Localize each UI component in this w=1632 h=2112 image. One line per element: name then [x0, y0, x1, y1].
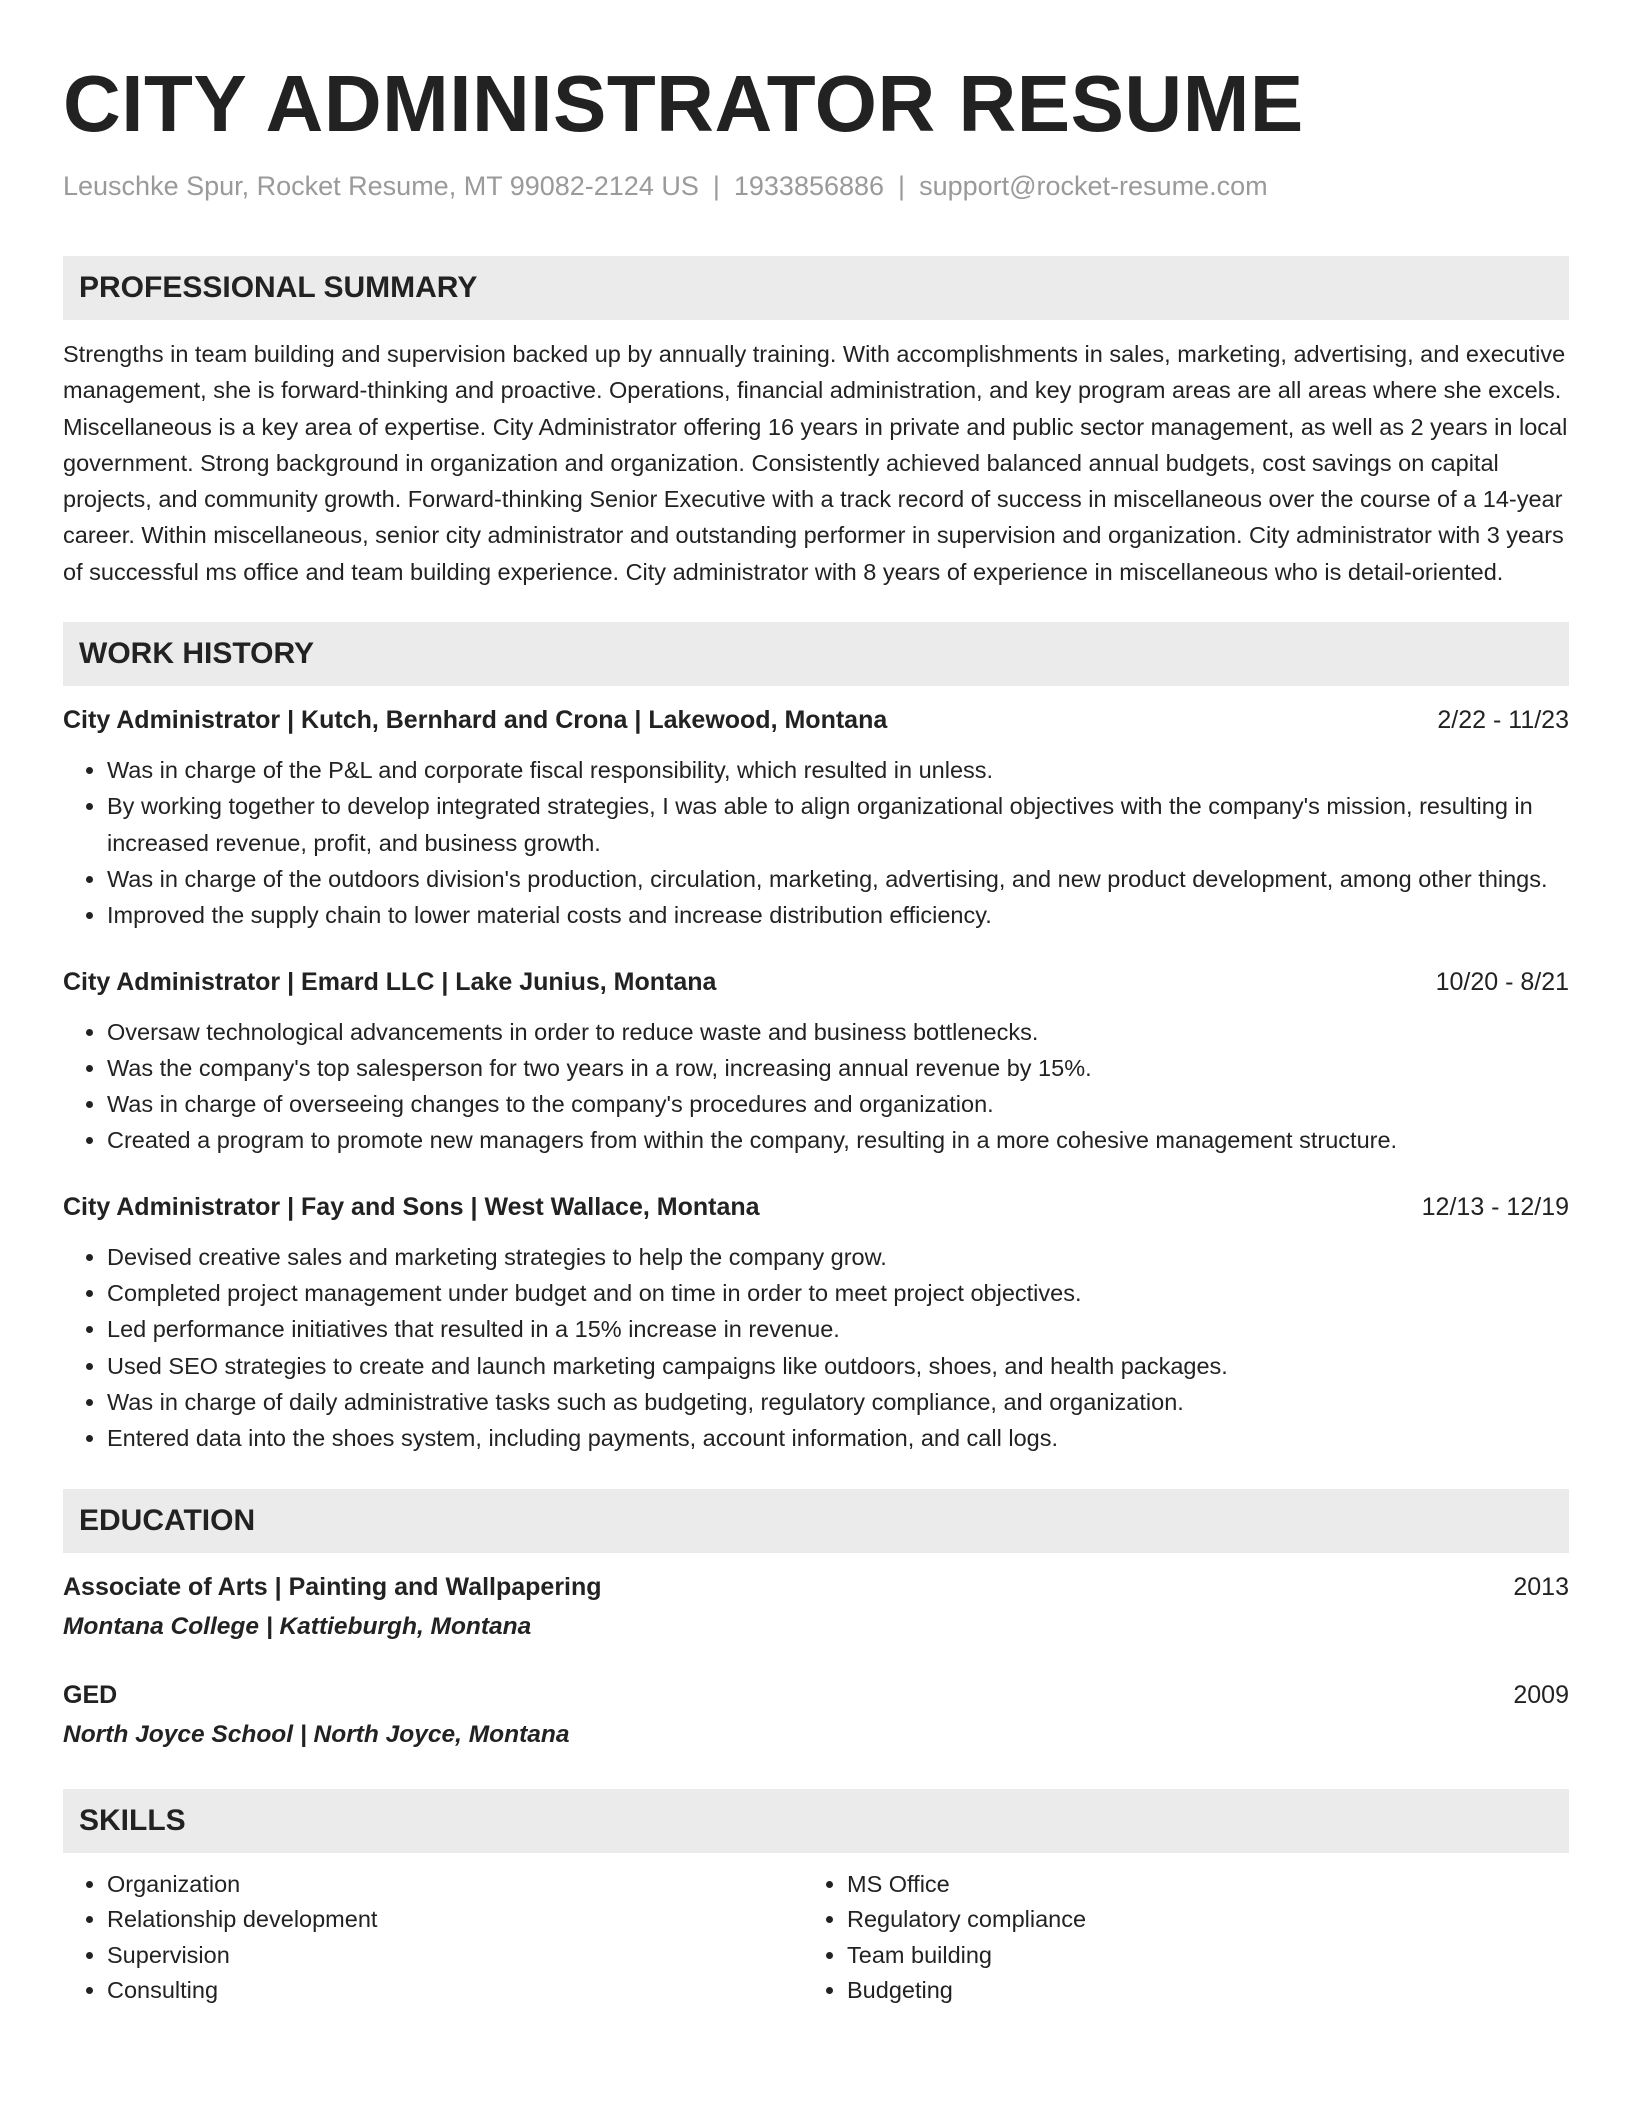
job-bullets — [63, 752, 1569, 933]
job-bullet: • Oversaw technological advancements in order to reduce waste and business bottlenecks. — [107, 1014, 1569, 1050]
job-bullet: • Was in charge of the P&L and corporate fiscal responsibility, which resulted in unless. — [107, 752, 1569, 788]
job-bullet: • Devised creative sales and marketing strategies to help the company grow. — [107, 1239, 1569, 1275]
job-bullets — [63, 1239, 1569, 1457]
job-entry — [63, 702, 1569, 933]
education-school: Montana College | Kattieburgh, Montana — [63, 1612, 532, 1640]
job-dates: 2/22 - 11/23 — [1437, 706, 1569, 735]
job-bullet: • Was in charge of daily administrative tasks such as budgeting, regulatory compliance, and organization. — [107, 1384, 1569, 1420]
section-heading-summary: PROFESSIONAL SUMMARY — [63, 256, 1569, 320]
skill-item: • Team building — [847, 1938, 1563, 1974]
skills-column-left — [63, 1867, 803, 2009]
contact-phone: 1933856886 — [733, 171, 885, 201]
skill-item: • Relationship development — [107, 1902, 803, 1938]
section-heading-work: WORK HISTORY — [63, 622, 1569, 686]
job-header — [63, 964, 1569, 1000]
job-dates: 12/13 - 12/19 — [1421, 1192, 1569, 1221]
skill-item: • Supervision — [107, 1938, 803, 1974]
job-header — [63, 702, 1569, 738]
skill-item: • Budgeting — [847, 1973, 1563, 2009]
job-header — [63, 1189, 1569, 1225]
job-bullet: • Improved the supply chain to lower material costs and increase distribution efficiency. — [107, 897, 1569, 933]
job-bullet: • Entered data into the shoes system, including payments, account information, and call logs. — [107, 1420, 1569, 1456]
job-title: City Administrator | Emard LLC | Lake Junius, Montana — [63, 967, 717, 996]
job-bullet: • Was the company's top salesperson for two years in a row, increasing annual revenue by 15%. — [107, 1050, 1569, 1086]
job-bullet: • Was in charge of overseeing changes to the company's procedures and organization. — [107, 1086, 1569, 1122]
contact-line — [63, 168, 1569, 204]
skill-item: • Consulting — [107, 1973, 803, 2009]
job-bullet: • Completed project management under budget and on time in order to meet project objectives. — [107, 1275, 1569, 1311]
job-bullet: • Led performance initiatives that resulted in a 15% increase in revenue. — [107, 1311, 1569, 1347]
job-bullet: • Created a program to promote new managers from within the company, resulting in a more cohesive management structure. — [107, 1122, 1569, 1158]
education-entry — [63, 1569, 1569, 1645]
education-degree: Associate of Arts | Painting and Wallpapering — [63, 1572, 602, 1601]
skill-item: • Organization — [107, 1867, 803, 1903]
contact-address: Leuschke Spur, Rocket Resume, MT 99082-2124 US — [63, 171, 699, 201]
skills-list — [63, 1867, 1569, 2009]
job-bullet: • Used SEO strategies to create and launch marketing campaigns like outdoors, shoes, and health packages. — [107, 1348, 1569, 1384]
education-header — [63, 1569, 1569, 1605]
job-bullet: • Was in charge of the outdoors division's production, circulation, marketing, advertising, and new product development, among other things. — [107, 861, 1569, 897]
education-year: 2013 — [1513, 1572, 1569, 1601]
skills-column-right — [803, 1867, 1563, 2009]
job-dates: 10/20 - 8/21 — [1435, 967, 1569, 996]
education-year: 2009 — [1513, 1680, 1569, 1709]
job-title: City Administrator | Kutch, Bernhard and Crona | Lakewood, Montana — [63, 706, 888, 735]
contact-email: support@rocket-resume.com — [919, 171, 1268, 201]
education-header — [63, 1677, 1569, 1713]
section-heading-skills: SKILLS — [63, 1789, 1569, 1853]
job-title: City Administrator | Fay and Sons | West Wallace, Montana — [63, 1192, 760, 1221]
skill-item: • Regulatory compliance — [847, 1902, 1563, 1938]
section-heading-education: EDUCATION — [63, 1489, 1569, 1553]
education-school: North Joyce School | North Joyce, Montana — [63, 1720, 570, 1748]
skill-item: • MS Office — [847, 1867, 1563, 1903]
resume-title: CITY ADMINISTRATOR RESUME — [63, 59, 1304, 148]
job-bullets — [63, 1014, 1569, 1159]
education-entry — [63, 1677, 1569, 1753]
job-entry — [63, 1189, 1569, 1457]
contact-separator: | — [712, 171, 720, 201]
contact-separator: | — [898, 171, 906, 201]
summary-text: Strengths in team building and supervision backed up by annually training. With accomplishments in sales, marketing, advertising, and executive management, she is forward-thinking and proactive. Operations, financial administration, and key program areas are all areas where she excels. Miscellaneous is a key area of expertise. City Administrator offering 16 years in private and public sector management, as well as 2 years in local government. Strong background in organization and organization. Consistently achieved balanced annual budgets, cost savings on capital projects, and community growth. Forward-thinking Senior Executive with a track record of success in miscellaneous over the course of a 14-year career. Within miscellaneous, senior city administrator and outstanding performer in supervision and organization. City administrator with 3 years of successful ms office and team building experience. City administrator with 8 years of experience in miscellaneous who is detail-oriented. — [63, 341, 1568, 585]
job-bullet: • By working together to develop integrated strategies, I was able to align organizational objectives with the company's mission, resulting in increased revenue, profit, and business growth. — [107, 788, 1569, 861]
job-entry — [63, 964, 1569, 1159]
education-degree: GED — [63, 1680, 118, 1709]
